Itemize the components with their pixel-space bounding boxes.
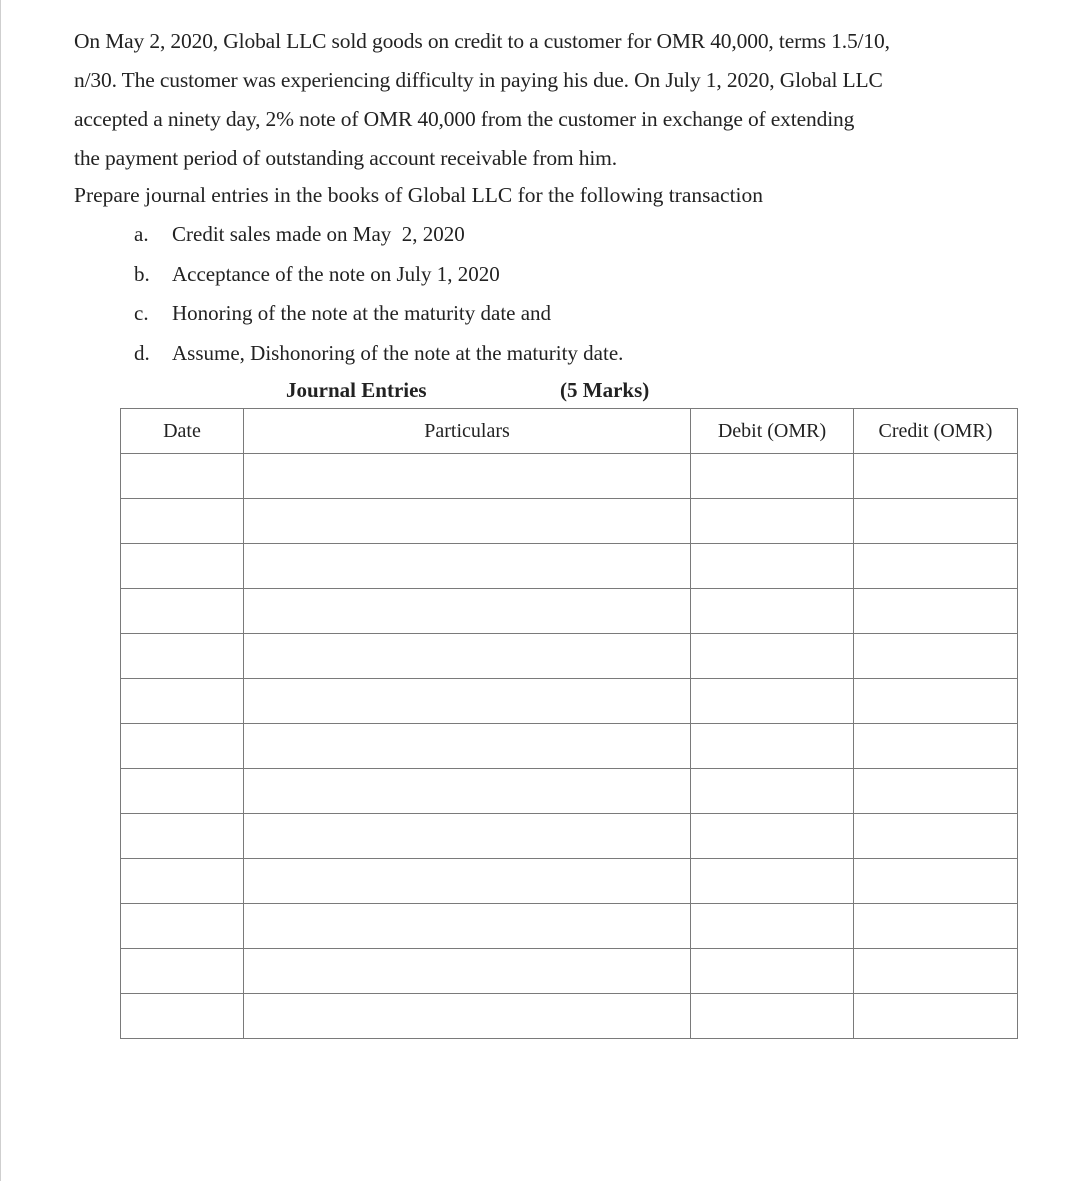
particulars-cell[interactable] xyxy=(244,634,691,679)
date-cell[interactable] xyxy=(121,454,244,499)
particulars-cell[interactable] xyxy=(244,499,691,544)
task-letter: d. xyxy=(134,340,150,365)
credit-cell[interactable] xyxy=(854,769,1018,814)
credit-cell[interactable] xyxy=(854,724,1018,769)
credit-cell[interactable] xyxy=(854,679,1018,724)
problem-line-1: On May 2, 2020, Global LLC sold goods on credit to a customer for OMR 40,000, terms 1.5/10, xyxy=(74,29,890,53)
debit-cell[interactable] xyxy=(691,679,854,724)
problem-line-2: n/30. The customer was experiencing difficulty in paying his due. On July 1, 2020, Global LLC xyxy=(74,68,883,92)
credit-cell[interactable] xyxy=(854,949,1018,994)
task-list xyxy=(134,215,623,373)
debit-cell[interactable] xyxy=(691,769,854,814)
journal-header-row xyxy=(121,409,1018,454)
particulars-cell[interactable] xyxy=(244,859,691,904)
column-header-particulars: Particulars xyxy=(244,409,691,454)
date-cell[interactable] xyxy=(121,904,244,949)
journal-row xyxy=(121,589,1018,634)
column-header-date: Date xyxy=(121,409,244,454)
journal-table xyxy=(120,408,1018,1039)
journal-row xyxy=(121,994,1018,1039)
particulars-cell[interactable] xyxy=(244,679,691,724)
debit-cell[interactable] xyxy=(691,634,854,679)
particulars-cell[interactable] xyxy=(244,814,691,859)
debit-cell[interactable] xyxy=(691,994,854,1039)
debit-cell[interactable] xyxy=(691,724,854,769)
date-cell[interactable] xyxy=(121,769,244,814)
date-cell[interactable] xyxy=(121,544,244,589)
debit-cell[interactable] xyxy=(691,814,854,859)
column-header-credit: Credit (OMR) xyxy=(854,409,1018,454)
task-item-b xyxy=(134,255,623,295)
particulars-cell[interactable] xyxy=(244,949,691,994)
debit-cell[interactable] xyxy=(691,904,854,949)
journal-entries-heading: Journal Entries xyxy=(286,378,427,402)
journal-row xyxy=(121,544,1018,589)
date-cell[interactable] xyxy=(121,994,244,1039)
journal-body xyxy=(121,454,1018,1039)
journal-row xyxy=(121,949,1018,994)
journal-row xyxy=(121,499,1018,544)
task-item-c xyxy=(134,294,623,334)
journal-row xyxy=(121,724,1018,769)
task-text: Credit sales made on May 2, 2020 xyxy=(172,222,465,246)
credit-cell[interactable] xyxy=(854,454,1018,499)
problem-line-3: accepted a ninety day, 2% note of OMR 40,000 from the customer in exchange of extending xyxy=(74,107,855,131)
task-text: Acceptance of the note on July 1, 2020 xyxy=(172,261,500,286)
credit-cell[interactable] xyxy=(854,544,1018,589)
particulars-cell[interactable] xyxy=(244,994,691,1039)
credit-cell[interactable] xyxy=(854,904,1018,949)
column-header-debit: Debit (OMR) xyxy=(691,409,854,454)
debit-cell[interactable] xyxy=(691,859,854,904)
credit-cell[interactable] xyxy=(854,859,1018,904)
debit-cell[interactable] xyxy=(691,949,854,994)
debit-cell[interactable] xyxy=(691,544,854,589)
debit-cell[interactable] xyxy=(691,454,854,499)
date-cell[interactable] xyxy=(121,589,244,634)
date-cell[interactable] xyxy=(121,634,244,679)
task-letter: b. xyxy=(134,261,150,286)
journal-row xyxy=(121,904,1018,949)
journal-row xyxy=(121,679,1018,724)
problem-statement xyxy=(74,22,974,178)
date-cell[interactable] xyxy=(121,724,244,769)
particulars-cell[interactable] xyxy=(244,904,691,949)
credit-cell[interactable] xyxy=(854,589,1018,634)
page-left-edge xyxy=(0,0,1,1181)
task-item-d xyxy=(134,334,623,374)
date-cell[interactable] xyxy=(121,949,244,994)
particulars-cell[interactable] xyxy=(244,589,691,634)
credit-cell[interactable] xyxy=(854,814,1018,859)
journal-row xyxy=(121,769,1018,814)
debit-cell[interactable] xyxy=(691,499,854,544)
journal-row xyxy=(121,859,1018,904)
particulars-cell[interactable] xyxy=(244,544,691,589)
particulars-cell[interactable] xyxy=(244,724,691,769)
instruction-text: Prepare journal entries in the books of Global LLC for the following transaction xyxy=(74,183,764,207)
marks-label: (5 Marks) xyxy=(560,378,650,402)
debit-cell[interactable] xyxy=(691,589,854,634)
task-letter: a. xyxy=(134,222,149,246)
date-cell[interactable] xyxy=(121,859,244,904)
credit-cell[interactable] xyxy=(854,499,1018,544)
particulars-cell[interactable] xyxy=(244,454,691,499)
task-text: Assume, Dishonoring of the note at the maturity date. xyxy=(172,340,624,365)
credit-cell[interactable] xyxy=(854,994,1018,1039)
date-cell[interactable] xyxy=(121,679,244,724)
particulars-cell[interactable] xyxy=(244,769,691,814)
journal-row xyxy=(121,634,1018,679)
task-item-a xyxy=(134,215,623,255)
date-cell[interactable] xyxy=(121,814,244,859)
problem-line-4: the payment period of outstanding account receivable from him. xyxy=(74,146,617,170)
journal-row xyxy=(121,814,1018,859)
task-text: Honoring of the note at the maturity date and xyxy=(172,301,552,325)
credit-cell[interactable] xyxy=(854,634,1018,679)
journal-row xyxy=(121,454,1018,499)
date-cell[interactable] xyxy=(121,499,244,544)
task-letter: c. xyxy=(134,301,149,325)
